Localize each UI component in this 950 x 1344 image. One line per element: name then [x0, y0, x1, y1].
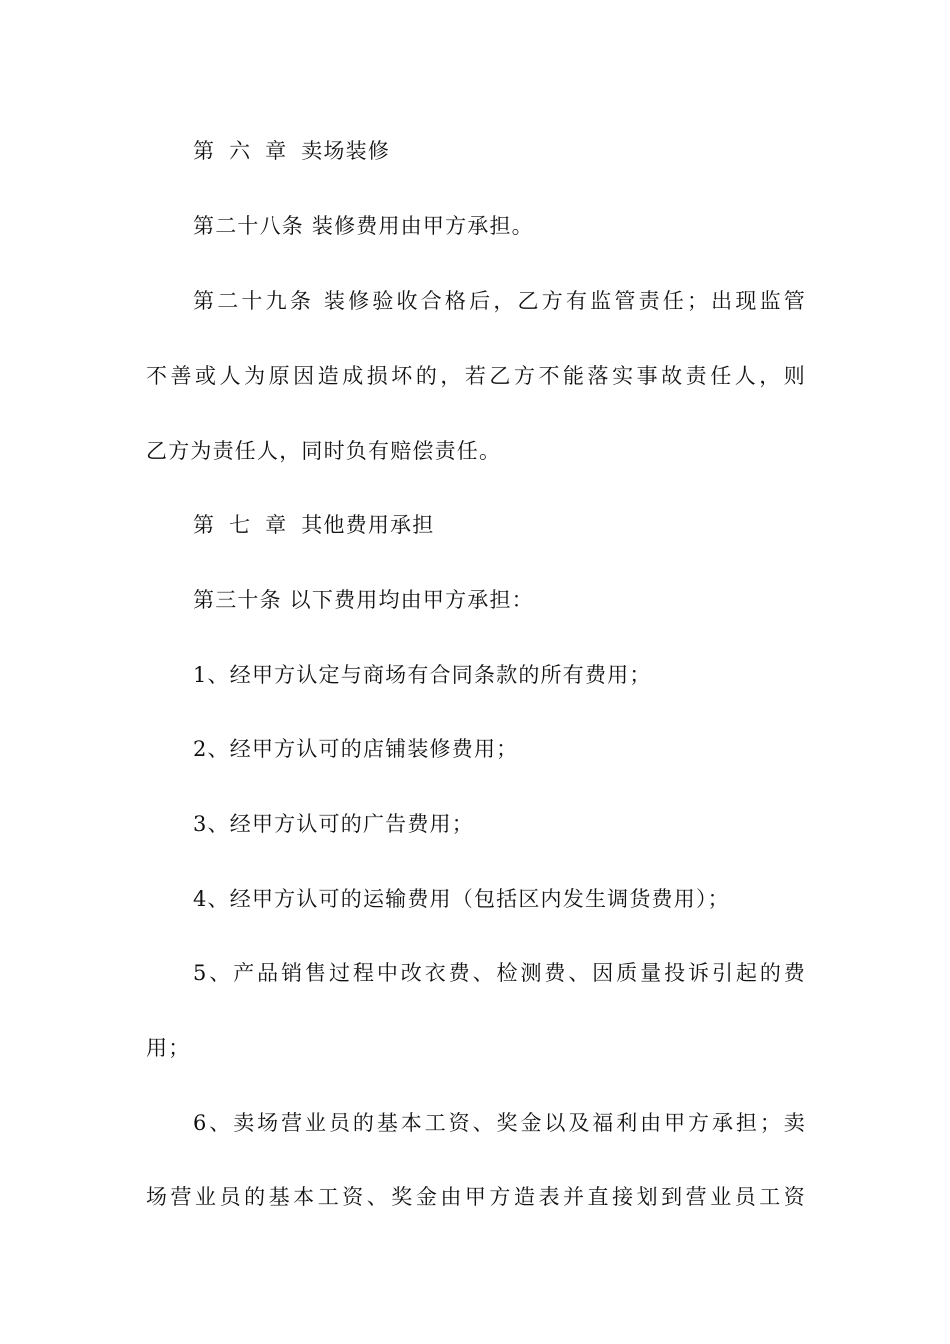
article-29-line-2: 不善或人为原因造成损坏的，若乙方不能落实事故责任人，则: [146, 364, 806, 388]
article-28: 第二十八条 装修费用由甲方承担。: [193, 214, 534, 238]
chapter-6-heading: 第 六 章 卖场装修: [193, 139, 391, 163]
list-item-1: 1、经甲方认定与商场有合同条款的所有费用；: [193, 663, 652, 687]
list-item-4: 4、经甲方认可的运输费用（包括区内发生调货费用）；: [193, 887, 730, 911]
list-item-5-line-1: 5、产品销售过程中改衣费、检测费、因质量投诉引起的费: [193, 961, 806, 985]
list-item-6-line-1: 6、卖场营业员的基本工资、奖金以及福利由甲方承担；卖: [193, 1111, 806, 1135]
article-29-line-3: 乙方为责任人，同时负有赔偿责任。: [146, 439, 502, 463]
list-item-3: 3、经甲方认可的广告费用；: [193, 812, 474, 836]
list-item-2: 2、经甲方认可的店铺装修费用；: [193, 737, 519, 761]
article-29-line-1: 第二十九条 装修验收合格后，乙方有监管责任；出现监管: [193, 289, 806, 313]
article-30: 第三十条 以下费用均由甲方承担：: [193, 588, 534, 612]
chapter-7-heading: 第 七 章 其他费用承担: [193, 513, 435, 537]
list-item-6-line-2: 场营业员的基本工资、奖金由甲方造表并直接划到营业员工资: [146, 1185, 806, 1209]
list-item-5-line-2: 用；: [146, 1036, 191, 1060]
